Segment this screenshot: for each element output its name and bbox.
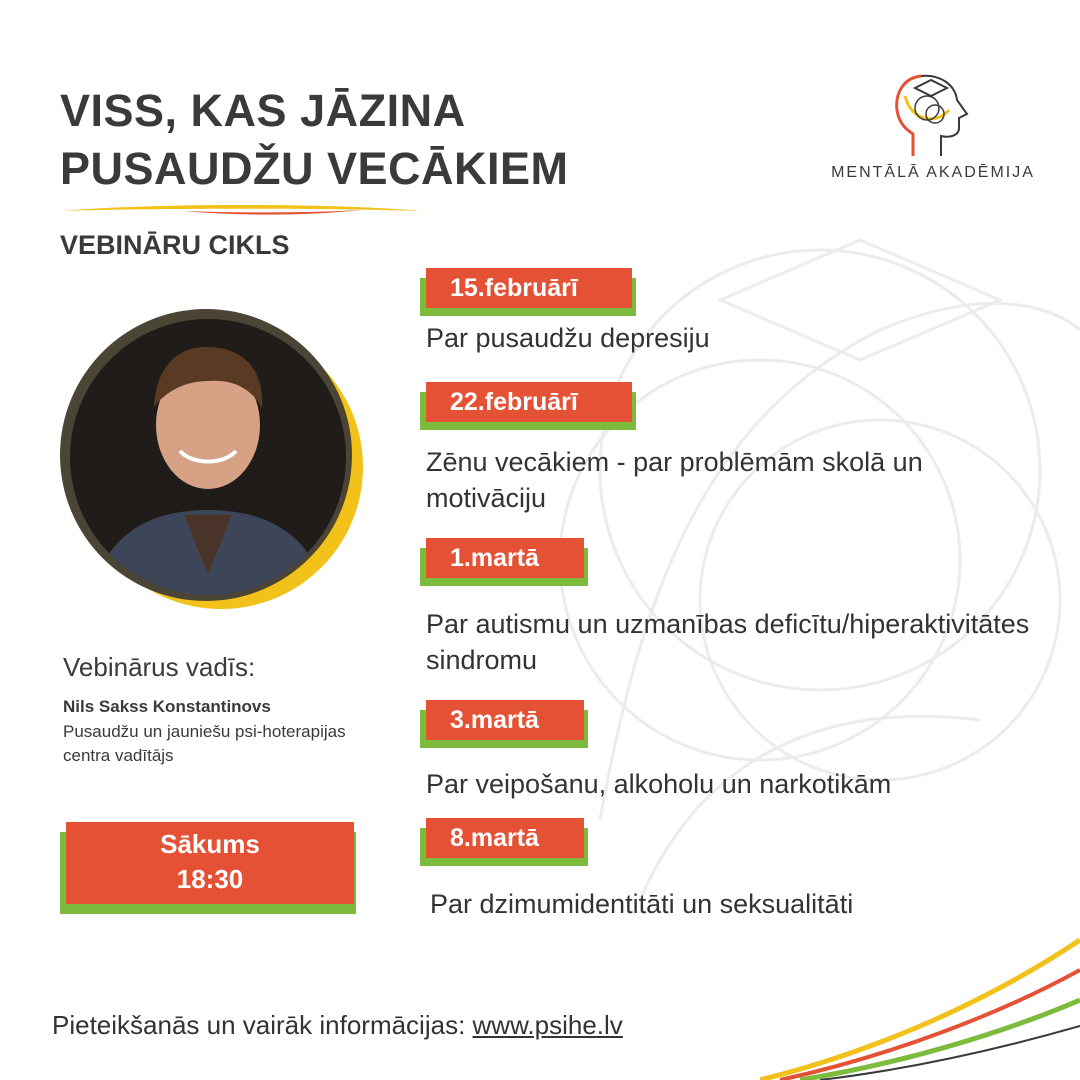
title-line-2: PUSAUDŽU VECĀKIEM xyxy=(60,143,569,194)
session-topic: Par dzimumidentitāti un seksualitāti xyxy=(430,889,854,919)
session-topic: Par veipošanu, alkoholu un narkotikām xyxy=(426,769,892,799)
session-topic: Par pusaudžu depresiju xyxy=(426,323,710,353)
session-topic: Zēnu vecākiem - par problēmām skolā un motivāciju xyxy=(426,447,923,513)
website-link[interactable]: www.psihe.lv xyxy=(472,1010,623,1040)
start-label: Sākums xyxy=(160,829,260,859)
session-date: 15.februārī xyxy=(426,268,632,308)
lecturer-photo xyxy=(58,305,368,615)
title-line-1: VISS, KAS JĀZINA xyxy=(60,85,466,136)
start-time: 18:30 xyxy=(176,864,244,894)
session-date: 22.februārī xyxy=(426,382,632,422)
session-topic: Par autismu un uzmanības deficītu/hiperaktivitātes sindromu xyxy=(426,609,1030,675)
badge-face xyxy=(66,822,354,904)
subtitle: VEBINĀRU CIKLS xyxy=(60,230,290,260)
start-time-badge xyxy=(60,822,356,914)
page-title xyxy=(60,82,569,198)
decorative-ribbon xyxy=(760,930,1080,1080)
footer-text: Pieteikšanās un vairāk informācijas: xyxy=(52,1010,473,1040)
footer xyxy=(52,1010,623,1041)
title-underline-swash xyxy=(62,202,422,218)
lecturer-heading: Vebinārus vadīs: xyxy=(63,652,256,682)
session-date: 1.martā xyxy=(426,538,584,578)
logo xyxy=(826,70,1040,182)
head-graduation-cap-icon xyxy=(891,70,975,160)
session-date: 3.martā xyxy=(426,700,584,740)
lecturer-name: Nils Sakss Konstantinovs xyxy=(63,697,271,716)
session-date: 8.martā xyxy=(426,818,584,858)
lecturer-role: Pusaudžu un jauniešu psi-hoterapijas centra vadītājs xyxy=(63,722,346,765)
logo-text: MENTĀLĀ AKADĒMIJA xyxy=(831,164,1035,181)
